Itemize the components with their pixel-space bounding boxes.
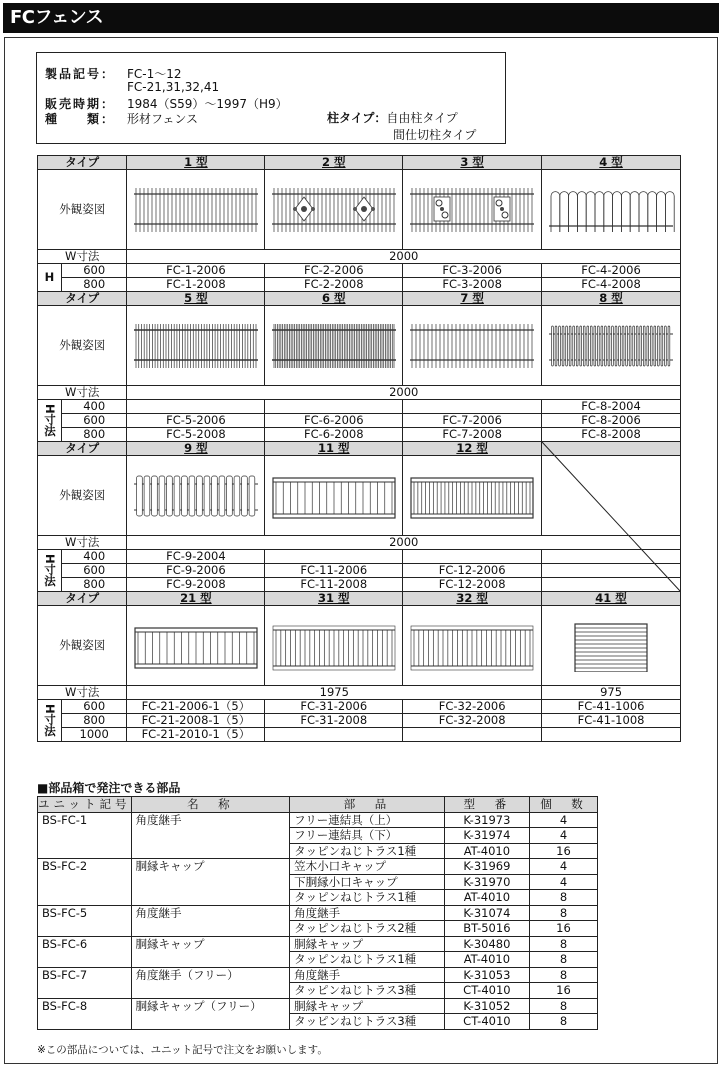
part-name: タッピンねじトラス1種 xyxy=(290,890,445,906)
size-row xyxy=(38,414,681,428)
parts-row xyxy=(38,936,598,952)
model-code: FC-8-2008 xyxy=(542,428,681,442)
type-name: 11 型 xyxy=(265,442,403,456)
h-label: H寸法 xyxy=(38,400,62,442)
parts-row xyxy=(38,967,598,983)
model-code xyxy=(403,550,542,564)
type-label: タイプ xyxy=(38,442,127,456)
parts-table xyxy=(37,796,598,1030)
model-code xyxy=(542,550,681,564)
type-name: 5 型 xyxy=(127,292,265,306)
type-label: タイプ xyxy=(38,592,127,606)
model-code: FC-3-2006 xyxy=(403,264,542,278)
fence-spec-table xyxy=(37,155,681,742)
model-code: FC-9-2004 xyxy=(127,550,265,564)
part-name: 下胴縁小口キャップ xyxy=(290,874,445,890)
unit-code: BS-FC-8 xyxy=(38,998,132,1029)
appearance-row xyxy=(38,456,681,536)
pillar-label: 柱タイプ： xyxy=(327,111,387,125)
quantity: 4 xyxy=(529,859,597,875)
w-dimension-row xyxy=(38,250,681,264)
model-code xyxy=(265,550,403,564)
appearance-label: 外観姿図 xyxy=(38,606,127,686)
pillar-type-1: 自由柱タイプ xyxy=(386,111,458,125)
model-code: FC-9-2006 xyxy=(127,564,265,578)
parts-row xyxy=(38,998,598,1014)
model-code: FC-12-2008 xyxy=(403,578,542,592)
fence-illustration xyxy=(403,170,542,250)
part-name: タッピンねじトラス3種 xyxy=(290,1014,445,1030)
h-label: H xyxy=(38,264,62,292)
model-code: FC-4-2006 xyxy=(542,264,681,278)
part-name: タッピンねじトラス2種 xyxy=(290,921,445,937)
quantity: 8 xyxy=(529,967,597,983)
parts-row xyxy=(38,859,598,875)
w-value-2: 975 xyxy=(542,686,681,700)
quantity: 4 xyxy=(529,874,597,890)
w-dimension-row xyxy=(38,686,681,700)
h-value: 800 xyxy=(61,714,127,728)
quantity: 8 xyxy=(529,1014,597,1030)
model-code: FC-2-2008 xyxy=(265,278,403,292)
fence-illustration xyxy=(403,456,542,536)
part-set-name: 角度継手 xyxy=(131,812,290,859)
info-kind-row xyxy=(45,110,198,127)
type-name: 31 型 xyxy=(265,592,403,606)
model-code: FC-21-2008-1（5） xyxy=(127,714,265,728)
type-name: 4 型 xyxy=(542,156,681,170)
model-code: FC-5-2006 xyxy=(127,414,265,428)
type-header-row xyxy=(38,156,681,170)
h-label: H寸法 xyxy=(38,550,62,592)
model-number: AT-4010 xyxy=(444,843,529,859)
type-header-row xyxy=(38,592,681,606)
kind-value: 形材フェンス xyxy=(127,112,199,126)
size-row xyxy=(38,564,681,578)
h-value: 800 xyxy=(61,428,127,442)
size-row xyxy=(38,264,681,278)
parts-header: ユニット記号 xyxy=(38,797,131,812)
part-name: 胴縁キャップ xyxy=(290,936,445,952)
part-set-name: 角度継手 xyxy=(131,905,290,936)
appearance-row xyxy=(38,170,681,250)
w-dimension-row xyxy=(38,386,681,400)
quantity: 16 xyxy=(529,843,597,859)
model-code xyxy=(265,400,403,414)
parts-header: 部 品 xyxy=(290,797,445,813)
part-set-name: 胴縁キャップ xyxy=(131,859,290,906)
fence-illustration xyxy=(542,170,681,250)
parts-row xyxy=(38,905,598,921)
h-value: 400 xyxy=(61,550,127,564)
code-label: 製品記号： xyxy=(45,67,116,81)
part-name: フリー連結具（下） xyxy=(290,828,445,844)
model-code: FC-2-2006 xyxy=(265,264,403,278)
model-number: K-31052 xyxy=(444,998,529,1014)
fence-illustration xyxy=(542,606,681,686)
model-code xyxy=(542,728,681,742)
quantity: 8 xyxy=(529,905,597,921)
quantity: 8 xyxy=(529,890,597,906)
model-code: FC-9-2008 xyxy=(127,578,265,592)
h-value: 1000 xyxy=(61,728,127,742)
code-line2: FC-21,31,32,41 xyxy=(127,80,220,94)
model-code xyxy=(542,578,681,592)
part-name: フリー連結具（上） xyxy=(290,812,445,828)
appearance-label: 外観姿図 xyxy=(38,170,127,250)
quantity: 8 xyxy=(529,952,597,968)
fence-illustration xyxy=(403,606,542,686)
size-row xyxy=(38,400,681,414)
model-number: CT-4010 xyxy=(444,983,529,999)
model-code: FC-41-1008 xyxy=(542,714,681,728)
type-name: 12 型 xyxy=(403,442,542,456)
parts-header-row xyxy=(38,797,598,813)
model-code xyxy=(127,400,265,414)
model-code xyxy=(542,564,681,578)
model-number: K-31973 xyxy=(444,812,529,828)
quantity: 16 xyxy=(529,983,597,999)
w-dimension-row xyxy=(38,536,681,550)
fence-illustration xyxy=(127,606,265,686)
unit-code: BS-FC-2 xyxy=(38,859,132,906)
fence-illustration xyxy=(127,170,265,250)
type-name: 7 型 xyxy=(403,292,542,306)
w-value: 2000 xyxy=(127,250,681,264)
parts-header: 個 数 xyxy=(529,797,597,813)
h-value: 800 xyxy=(61,278,127,292)
size-row xyxy=(38,728,681,742)
product-info-box xyxy=(36,52,506,144)
fence-illustration xyxy=(542,456,681,536)
page-title: FCフェンス xyxy=(3,3,719,33)
type-header-row xyxy=(38,292,681,306)
w-value: 1975 xyxy=(127,686,542,700)
model-code: FC-31-2008 xyxy=(265,714,403,728)
part-set-name: 角度継手（フリー） xyxy=(131,967,290,998)
h-value: 800 xyxy=(61,578,127,592)
model-code: FC-12-2006 xyxy=(403,564,542,578)
h-value: 600 xyxy=(61,564,127,578)
model-code: FC-7-2008 xyxy=(403,428,542,442)
size-row xyxy=(38,550,681,564)
model-number: K-31969 xyxy=(444,859,529,875)
model-code: FC-3-2008 xyxy=(403,278,542,292)
appearance-row xyxy=(38,606,681,686)
h-value: 600 xyxy=(61,264,127,278)
fence-illustration xyxy=(127,456,265,536)
appearance-row xyxy=(38,306,681,386)
model-number: K-31074 xyxy=(444,905,529,921)
code-line1: FC-1〜12 xyxy=(127,67,182,81)
type-name xyxy=(542,442,681,456)
fence-illustration xyxy=(265,456,403,536)
part-set-name: 胴縁キャップ xyxy=(131,936,290,967)
model-code: FC-8-2006 xyxy=(542,414,681,428)
footnote: ※この部品については、ユニット記号で注文をお願いします。 xyxy=(37,1044,328,1056)
type-name: 8 型 xyxy=(542,292,681,306)
unit-code: BS-FC-1 xyxy=(38,812,132,859)
w-label: W寸法 xyxy=(38,250,127,264)
model-code: FC-4-2008 xyxy=(542,278,681,292)
parts-header: 名 称 xyxy=(131,797,290,813)
part-name: 笠木小口キャップ xyxy=(290,859,445,875)
pillar-type-2: 間仕切柱タイプ xyxy=(393,128,477,142)
size-row xyxy=(38,714,681,728)
size-row xyxy=(38,278,681,292)
pillar-type xyxy=(327,109,476,143)
unit-code: BS-FC-6 xyxy=(38,936,132,967)
model-code: FC-6-2006 xyxy=(265,414,403,428)
type-name: 3 型 xyxy=(403,156,542,170)
model-code: FC-31-2006 xyxy=(265,700,403,714)
fence-illustration xyxy=(265,170,403,250)
type-name: 2 型 xyxy=(265,156,403,170)
model-code xyxy=(265,728,403,742)
model-number: K-31970 xyxy=(444,874,529,890)
fence-illustration xyxy=(127,306,265,386)
period-label: 販売時期： xyxy=(45,97,116,111)
part-name: タッピンねじトラス1種 xyxy=(290,952,445,968)
h-value: 600 xyxy=(61,414,127,428)
model-number: AT-4010 xyxy=(444,952,529,968)
w-label: W寸法 xyxy=(38,536,127,550)
model-code: FC-1-2008 xyxy=(127,278,265,292)
type-label: タイプ xyxy=(38,156,127,170)
model-code: FC-7-2006 xyxy=(403,414,542,428)
type-name: 6 型 xyxy=(265,292,403,306)
fence-illustration xyxy=(265,306,403,386)
type-name: 32 型 xyxy=(403,592,542,606)
part-name: タッピンねじトラス1種 xyxy=(290,843,445,859)
part-name: 角度継手 xyxy=(290,905,445,921)
type-name: 9 型 xyxy=(127,442,265,456)
quantity: 8 xyxy=(529,998,597,1014)
model-code: FC-41-1006 xyxy=(542,700,681,714)
model-code: FC-8-2004 xyxy=(542,400,681,414)
fence-illustration xyxy=(403,306,542,386)
model-code: FC-1-2006 xyxy=(127,264,265,278)
type-label: タイプ xyxy=(38,292,127,306)
quantity: 4 xyxy=(529,828,597,844)
model-number: AT-4010 xyxy=(444,890,529,906)
part-set-name: 胴縁キャップ（フリー） xyxy=(131,998,290,1029)
model-code: FC-11-2008 xyxy=(265,578,403,592)
model-code: FC-32-2006 xyxy=(403,700,542,714)
type-name: 21 型 xyxy=(127,592,265,606)
fence-illustration xyxy=(265,606,403,686)
model-code: FC-5-2008 xyxy=(127,428,265,442)
model-code xyxy=(403,400,542,414)
unit-code: BS-FC-7 xyxy=(38,967,132,998)
model-code: FC-32-2008 xyxy=(403,714,542,728)
part-name: 角度継手 xyxy=(290,967,445,983)
type-name: 41 型 xyxy=(542,592,681,606)
period-value: 1984（S59）〜1997（H9） xyxy=(127,97,288,111)
model-number: K-30480 xyxy=(444,936,529,952)
model-number: BT-5016 xyxy=(444,921,529,937)
model-code: FC-11-2006 xyxy=(265,564,403,578)
model-code: FC-21-2006-1（5） xyxy=(127,700,265,714)
h-label: H寸法 xyxy=(38,700,62,742)
parts-section-title: ■部品箱で発注できる部品 xyxy=(37,781,181,795)
model-number: K-31974 xyxy=(444,828,529,844)
model-number: CT-4010 xyxy=(444,1014,529,1030)
w-label: W寸法 xyxy=(38,686,127,700)
size-row xyxy=(38,578,681,592)
type-name: 1 型 xyxy=(127,156,265,170)
quantity: 4 xyxy=(529,812,597,828)
fence-illustration xyxy=(542,306,681,386)
part-name: 胴縁キャップ xyxy=(290,998,445,1014)
w-value: 2000 xyxy=(127,386,681,400)
parts-row xyxy=(38,812,598,828)
info-code-row-2 xyxy=(45,80,219,94)
h-value: 600 xyxy=(61,700,127,714)
model-code: FC-21-2010-1（5） xyxy=(127,728,265,742)
size-row xyxy=(38,700,681,714)
quantity: 16 xyxy=(529,921,597,937)
w-label: W寸法 xyxy=(38,386,127,400)
parts-header: 型 番 xyxy=(444,797,529,813)
model-code xyxy=(403,728,542,742)
size-row xyxy=(38,428,681,442)
appearance-label: 外観姿図 xyxy=(38,456,127,536)
model-code: FC-6-2008 xyxy=(265,428,403,442)
kind-label: 種 類： xyxy=(45,112,116,126)
w-value: 2000 xyxy=(127,536,681,550)
part-name: タッピンねじトラス3種 xyxy=(290,983,445,999)
type-header-row xyxy=(38,442,681,456)
h-value: 400 xyxy=(61,400,127,414)
model-number: K-31053 xyxy=(444,967,529,983)
unit-code: BS-FC-5 xyxy=(38,905,132,936)
appearance-label: 外観姿図 xyxy=(38,306,127,386)
quantity: 8 xyxy=(529,936,597,952)
